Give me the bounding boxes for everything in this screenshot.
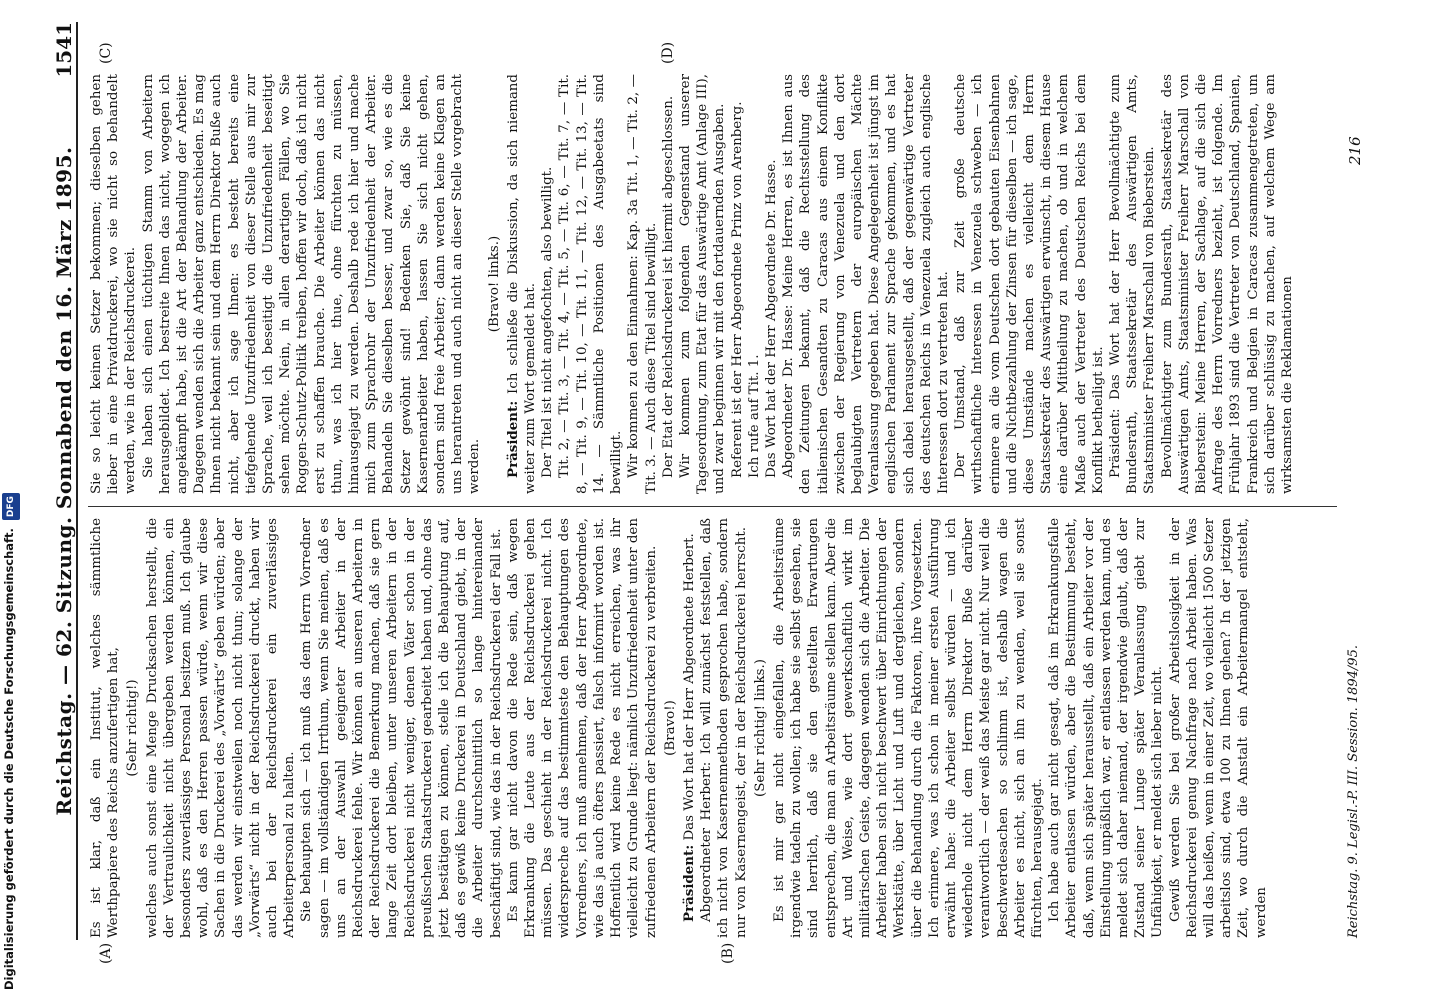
remark-line	[662, 518, 679, 938]
paragraph-text: Ich habe auch gar nicht gesagt, daß im Erkrankungsfalle Arbeiter entlassen würden, aber die Bestimmung besteht, daß, wenn sich später herausstellt, daß ein Arbeiter vor der Einstellung unpäßlich war, er entlassen werden kann, und es meldet sich daher niemand, der irgendwie glaubt, daß der Zustand seiner Lunge später Veranlassung giebt zur Unfähigkeit, er meldet sich lieber nicht.	[1047, 518, 1166, 938]
paragraph	[298, 518, 504, 938]
paragraph-text: Abgeordneter Herbert: Ich will zunächst feststellen, daß ich nicht von Kasernenmethoden gesprochen habe, sondern nur von Kasernengeist, der in der Reichsdruckerei herrscht.	[699, 518, 749, 938]
margin-marker-b: (B)	[720, 942, 736, 964]
paragraph	[729, 74, 746, 494]
footer-session-info: Reichstag. 9. Legisl.-P. III. Session. 1894/95.	[1346, 645, 1361, 938]
paragraph-text: Wir kommen zu den Einnahmen: Kap. 3a Tit. 1, — Tit. 2, — Tit. 3. — Auch diese Titel sind bewilligt.	[626, 74, 659, 494]
paragraph	[771, 518, 1046, 938]
paragraph-text: Sie so leicht keinen Setzer bekommen; dieselben gehen lieber in eine Privatdruckerei, wo sie nicht so behandelt werden, wie in der Reichsdruckerei.	[89, 74, 139, 494]
speaker-label: Präsident:	[680, 844, 697, 922]
margin-marker-c: (C)	[98, 42, 114, 64]
paragraph	[505, 518, 660, 938]
paragraph	[88, 74, 140, 494]
paragraph-text: Es kann gar nicht davon die Rede sein, daß wegen Erkrankung die Leute aus der Reichsdruckerei gehen müssen. Das geschieht in der Reichsdruckerei nicht. Ich widerspreche auf das bestimmteste den Behauptungen des Vorredners, ich muß annehmen, daß der Herr Abgeordnete, wie das ja auch öfters passiert, falsch informirt worden ist. Hoffentlich wird keine Rede es nicht erreichen, was ihr vielleicht zu Grunde liegt: nämlich Unzufriedenheit unter den zufriedenen Arbeitern der Reichsdruckerei zu verbreiten.	[505, 518, 659, 938]
paragraph-text: Es ist mir gar nicht eingefallen, die Arbeitsräume irgendwie tadeln zu wollen; ich habe sie selbst gesehen, sie sind herrlich, daß sie den gestellten Erwartungen entsprechen, die man an Arbeitsräume stellen kann. Aber die Art und Weise, wie dort gewerkschaftlich wirkt im militärischen Geiste, dagegen wenden sich die Arbeiter. Die Arbeiter haben sich nicht beschwert über Einrichtungen der Werkstätte, über Licht und Luft und dergleichen, sondern über die Behandlung durch die Faktoren, ihre Vorgesetzten. Ich erinnere, was ich schon in meiner ersten Ausführung erwähnt habe: die Arbeiter selbst würden — und ich wiederhole nicht dem Herrn Direktor Buße darüber verantwortlich — der weiß das Meiste gar nicht. Nur weil die Beschwerdesachen so schlimm ist, deshalb wagen die Arbeiter es nicht, sich an ihn zu wenden, weil sie sonst fürchten, herausgejagt.	[771, 518, 1045, 938]
paragraph	[763, 74, 780, 494]
paragraph	[952, 74, 1107, 494]
margin-marker-d: (D)	[660, 41, 676, 64]
paragraph	[660, 74, 677, 494]
remark-line	[124, 518, 141, 938]
paragraph-text: Bevollmächtigter zum Bundesrath, Staatssekretär des Auswärtigen Amts, Staatsminister Freiherr Marschall von Bieberstein: Meine Herren, der Sachlage, auf die sich die Anfrage des Herrn Vorredners bezieht, ist folgende. Im Frühjahr 1893 sind die Vertreter von Deutschland, Spanien, Frankreich und Belgien in Caracas zusammengetreten, um sich darüber schlüssig zu machen, auf welchem Wege am wirksamsten die Reklamationen	[1159, 74, 1296, 494]
paragraph	[681, 518, 698, 938]
paragraph-text: Präsident: Das Wort hat der Herr Bevollmächtigte zum Bundesrath, Staatssekretär des Auswärtigen Amts, Staatsminister Freiherr Marschall von Bieberstein.	[1107, 74, 1158, 494]
footer-sheet-number: 216	[1346, 136, 1364, 165]
paragraph	[780, 74, 952, 494]
paragraph-text: Der Etat der Reichsdruckerei ist hiermit abgeschlossen.	[660, 95, 676, 478]
paragraph	[539, 74, 556, 494]
paragraph-text: (Sehr richtig!)	[125, 679, 141, 777]
credit-text: Digitalisierung gefördert durch die Deutsche Forschungsgemeinschaft.	[2, 528, 16, 990]
paragraph-text: Sie haben sich einen tüchtigen Stamm von Arbeitern herausgebildet. Ich bestreite Ihnen das nicht, wogegen ich angekämpft habe, ist die Art der Behandlung der Arbeiter. Dagegen wenden sich die Arbeiter ganz entschieden. Es mag Ihnen nicht bekannt sein und dem Herrn Direktor Buße auch nicht, aber ich sage Ihnen: es besteht bereits eine tiefgehende Unzufriedenheit von dieser Stelle aus mir zur Sprache, weil ich beseitigt die Unzufriedenheit beseitigt sehen möchte. Nein, in allen derartigen Fällen, wo Sie Roggen-Schutz-Politik treiben, hoffen wir doch, daß ich nicht erst zu schaffen brauche. Die Arbeiter können das nicht thun, was ich hier thue, ohne fürchten zu müssen, hinausgejagt zu werden. Deshalb rede ich hier und mache mich zum Sprachrohr der Unzufriedenheit der Arbeiter. Behandeln Sie dieselben besser, und zwar so, wie es die Setzer gewöhnt sind! Bedenken Sie, daß Sie keine Kasernenarbeiter haben, lassen Sie sich nicht gehen, sondern sind freie Arbeiter; dann werden keine Klagen an uns herantreten und auch nicht an dieser Stelle vorgebracht werden.	[140, 74, 483, 494]
paragraph	[1159, 74, 1297, 494]
paragraph	[1046, 518, 1166, 938]
paragraph-text: Der Umstand, daß zur Zeit große deutsche wirthschaftliche Interessen in Venezuela schweben — ich erinnere an die vom Deutschen dort gebauten Eisenbahnen und die Nichtbezahlung der Zinsen für dieselben — ich sage, diese Umstände machen es vielleicht dem Herrn Staatssekretär des Auswärtigen erwünscht, in diesem Hause eine darüber Mittheilung zu machen, ob und in welchem Maße auch der Vertreter des Deutschen Reichs bei dem Konflikt betheiligt ist.	[953, 74, 1106, 494]
page-title: Reichstag. — 62. Sitzung. Sonnabend den 16. März 1895.	[52, 146, 76, 816]
paragraph	[698, 518, 750, 938]
paragraph-text: Abgeordneter Dr. Hasse: Meine Herren, es ist Ihnen aus den Zeitungen bekannt, daß die Rechtsstellung des italienischen Gesandten zu Caracas aus einem Konflikte zwischen der Regierung von Venezuela und den dort beglaubigten Vertretern der europäischen Mächte Veranlassung gegeben hat. Diese Angelegenheit ist jüngst im englischen Parlament zur Sprache gekommen, und es hat sich dabei herausgestellt, daß der gegenwärtige Vertreter des deutschen Reichs in Venezuela zugleich auch englische Interessen dort zu vertreten hat.	[781, 74, 951, 494]
speaker-label: Präsident:	[504, 400, 521, 478]
paragraph	[677, 74, 729, 494]
digitization-credit	[0, 0, 20, 1000]
paragraph	[144, 518, 299, 938]
scanned-page	[0, 10, 1395, 1000]
margin-marker-a: (A)	[98, 942, 114, 964]
remark-line	[752, 518, 769, 938]
paragraph-text: Das Wort hat der Herr Abgeordnete Herbert.	[681, 533, 697, 845]
paragraph-text: Tit. 2, — Tit. 3, — Tit. 4, — Tit. 5, — Tit. 6, — Tit. 7, — Tit. 8, — Tit. 9, — Tit. 10, — Tit. 11, — Tit. 12, — Tit. 13, — Tit. 14. — Sämmtliche Positionen des Ausgabeetats sind bewilligt.	[557, 74, 625, 494]
dfg-logo: DFG	[2, 493, 20, 520]
paragraph-text: (Bravo! links.)	[486, 235, 502, 333]
paragraph	[1167, 518, 1270, 938]
paragraph-text: Wir kommen zum folgenden Gegenstand unserer Tagesordnung, zum Etat für das Auswärtige Amt (Anlage III), und zwar beginnen wir mit den fortdauernden Ausgaben.	[677, 74, 728, 494]
paragraph	[625, 74, 659, 494]
right-column	[88, 74, 1337, 494]
left-column	[88, 518, 1337, 938]
paragraph-text: Das Wort hat der Herr Abgeordnete Dr. Hasse.	[763, 159, 779, 478]
paragraph	[1107, 74, 1159, 494]
paragraph-text: Der Titel ist nicht angefochten, also bewilligt.	[540, 166, 556, 478]
column-divider	[88, 506, 1337, 507]
paragraph	[746, 74, 763, 494]
paragraph-text: Ich schließe die Diskussion, da sich niemand weiter zum Wort gemeldet hat.	[505, 74, 539, 494]
page-number: 1541	[52, 22, 76, 78]
paragraph-text: Ich rufe auf Tit. 1.	[746, 354, 762, 478]
paragraph-text: Es ist klar, daß ein Institut, welches sämmtliche Werthpapiere des Reichs anzufertigen hat,	[89, 518, 122, 938]
remark-line	[486, 74, 503, 494]
paragraph-text: (Sehr richtig! links.)	[752, 659, 768, 797]
paragraph	[140, 74, 484, 494]
paragraph	[556, 74, 625, 494]
paragraph-text: (Bravo!)	[662, 700, 678, 756]
paragraph	[88, 518, 122, 938]
page-header	[42, 22, 78, 940]
paragraph-text: Sie behaupten sich — ich muß das dem Herrn Vorredner sagen — im vollständigen Irrthum, wenn Sie meinen, daß es uns an der Auswahl geeigneter Arbeiter in der Reichsdruckerei fehle. Wir können an unseren Arbeitern in der Reichsdruckerei die Bemerkung machen, daß sie gern lange Zeit dort bleiben, unter unseren Arbeitern in der Reichsdruckerei nicht weniger, denen Väter schon in der preußischen Staatsdruckerei gearbeitet haben und, ohne das jetzt bestätigen zu können, stelle ich die Behauptung auf, daß es gewiß keine Druckerei in Deutschland giebt, in der die Arbeiter durchschnittlich so lange hintereinander beschäftigt sind, wie das in der Reichsdruckerei der Fall ist.	[299, 518, 504, 938]
paragraph	[505, 74, 539, 494]
paragraph-text: Referent ist der Herr Abgeordnete Prinz von Arenberg.	[729, 101, 745, 478]
paragraph-text: welches auch sonst eine Menge Drucksachen herstellt, die der Vertraulichkeit nicht übergeben werden können, ein besonders zuverlässiges Personal besitzen muß. Ich glaube wohl, daß es den Herren passen würde, wenn wir diese Sachen in die Druckerei des „Vorwärts“ geben würden; aber das werden wir einstweilen noch nicht thun; solange der „Vorwärts“ nicht in der Reichsdruckerei druckt, haben wir auch bei der Reichsdruckerei ein zuverlässiges Arbeiterpersonal zu halten.	[144, 518, 298, 938]
paragraph-text: Gewiß werden Sie bei großer Arbeitslosigkeit in der Reichsdruckerei genug Nachfrage nach Arbeit haben. Was will das heißen, wenn in einer Zeit, wo vielleicht 1500 Setzer arbeitslos sind, etwa 100 zu Ihnen gehen? In der jetzigen Zeit, wo durch die Anstalt ein Arbeitermangel entsteht, werden	[1167, 518, 1269, 938]
